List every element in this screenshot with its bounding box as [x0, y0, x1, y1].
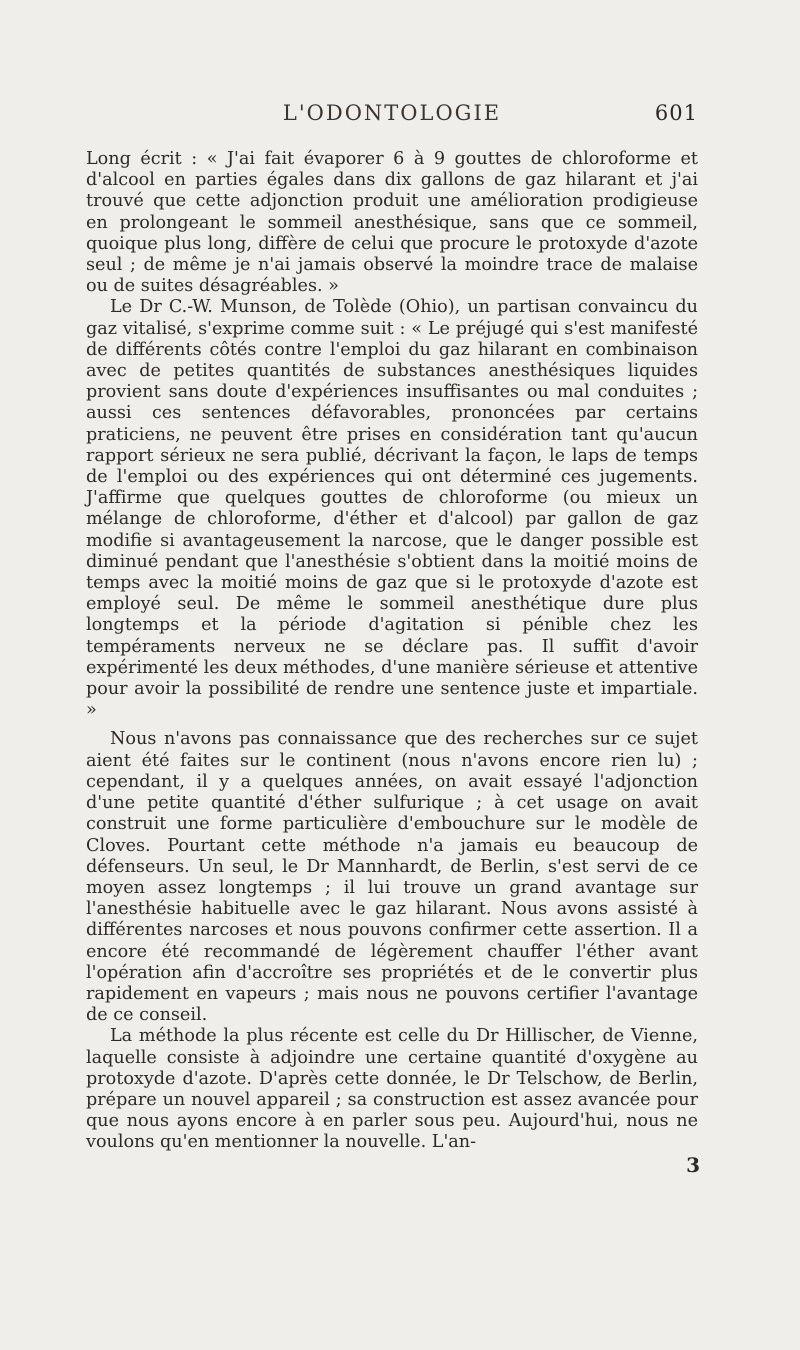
body-text — [86, 149, 698, 1154]
page-number: 601 — [654, 101, 698, 125]
paragraph-continent-research: Nous n'avons pas connaissance que des recherches sur ce sujet aient été faites sur le continent (nous n'avons encore rien lu) ; cependant, il y a quelques années, on avait essayé l'adjonction d'une petite quantité d'éther sulfurique ; à cet usage on avait construit une forme particulière d'embouchure sur le modèle de Cloves. Pourtant cette méthode n'a jamais eu beaucoup de défenseurs. Un seul, le Dr Mannhardt, de Berlin, s'est servi de ce moyen assez longtemps ; il lui trouve un grand avantage sur l'anesthésie habituelle avec le gaz hilarant. Nous avons assisté à différentes narcoses et nous pouvons confirmer cette assertion. Il a encore été recommandé de légèrement chauffer l'éther avant l'opération afin d'accroître ses propriétés et de le convertir plus rapidement en vapeurs ; mais nous ne pouvons certifier l'avantage de ce conseil. — [86, 729, 698, 1026]
paragraph-long-quote: Long écrit : « J'ai fait évaporer 6 à 9 gouttes de chloroforme et d'alcool en parties égales dans dix gallons de gaz hilarant et j'ai trouvé que cette adjonction produit une amélioration prodigieuse en prolongeant le sommeil anesthésique, sans que ce sommeil, quoique plus long, diffère de celui que procure le protoxyde d'azote seul ; de même je n'ai jamais observé la moindre trace de malaise ou de suites désagréables. » — [86, 149, 698, 297]
running-head — [86, 101, 698, 131]
signature-mark: 3 — [686, 1153, 700, 1177]
paragraph-munson-quote: Le Dr C.-W. Munson, de Tolède (Ohio), un partisan convaincu du gaz vitalisé, s'exprime comme suit : « Le préjugé qui s'est manifesté de différents côtés contre l'emploi du gaz hilarant en combinaison avec de petites quantités de substances anesthésiques liquides provient sans doute d'expériences insuffisantes ou mal conduites ; aussi ces sentences défavorables, prononcées par certains praticiens, ne peuvent être prises en considération tant qu'aucun rapport sérieux ne sera publié, décrivant la façon, le laps de temps de l'emploi ou des expériences qui ont déterminé ces jugements. J'affirme que quelques gouttes de chloroforme (ou mieux un mélange de chloroforme, d'éther et d'alcool) par gallon de gaz modifie si avantageusement la narcose, que le danger possible est diminué pendant que l'anesthésie s'obtient dans la moitié moins de temps avec la moitié moins de gaz que si le protoxyde d'azote est employé seul. De même le sommeil anesthétique dure plus longtemps et la période d'agitation si pénible chez les tempéraments nerveux ne se déclare pas. Il suffit d'avoir expérimenté les deux méthodes, d'une manière sérieuse et attentive pour avoir la possibilité de rendre une sentence juste et impartiale. » — [86, 297, 698, 721]
paragraph-hillischer-method: La méthode la plus récente est celle du Dr Hillischer, de Vienne, laquelle consiste à adjoindre une certaine quantité d'oxygène au protoxyde d'azote. D'après cette donnée, le Dr Telschow, de Berlin, prépare un nouvel appareil ; sa construction est assez avancée pour que nous ayons encore à en parler sous peu. Aujourd'hui, nous ne voulons qu'en mentionner la nouvelle. L'an- — [86, 1026, 698, 1153]
running-title: L'ODONTOLOGIE — [282, 101, 502, 125]
